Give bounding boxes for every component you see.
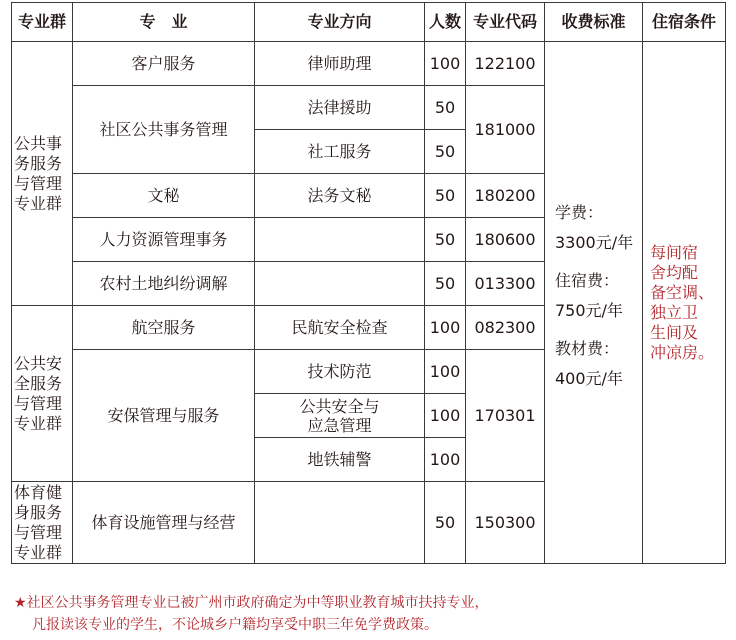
direction-cell: 地铁辅警 bbox=[255, 438, 425, 482]
code-cell: 180600 bbox=[466, 218, 545, 262]
direction-cell bbox=[255, 218, 425, 262]
code-cell: 170301 bbox=[466, 350, 545, 482]
direction-cell: 公共安全与 应急管理 bbox=[255, 394, 425, 438]
direction-cell: 技术防范 bbox=[255, 350, 425, 394]
code-cell: 013300 bbox=[466, 262, 545, 306]
star-icon: ★ bbox=[14, 595, 27, 611]
direction-cell: 法律援助 bbox=[255, 86, 425, 130]
header-direction: 专业方向 bbox=[255, 3, 425, 42]
code-cell: 082300 bbox=[466, 306, 545, 350]
count-cell: 100 bbox=[425, 438, 466, 482]
major-cell: 农村土地纠纷调解 bbox=[73, 262, 255, 306]
direction-cell: 社工服务 bbox=[255, 130, 425, 174]
major-cell: 社区公共事务管理 bbox=[73, 86, 255, 174]
tuition-label: 学费： bbox=[555, 202, 604, 222]
table-row bbox=[12, 42, 726, 86]
header-count: 人数 bbox=[425, 3, 466, 42]
code-cell: 122100 bbox=[466, 42, 545, 86]
direction-cell: 律师助理 bbox=[255, 42, 425, 86]
count-cell: 100 bbox=[425, 42, 466, 86]
major-cell: 客户服务 bbox=[73, 42, 255, 86]
major-cell: 航空服务 bbox=[73, 306, 255, 350]
enrollment-table bbox=[11, 2, 726, 564]
direction-cell bbox=[255, 482, 425, 564]
policy-note bbox=[14, 592, 489, 636]
book-fee-label: 教材费： bbox=[555, 338, 620, 358]
count-cell: 50 bbox=[425, 482, 466, 564]
tuition-value: 3300元/年 bbox=[555, 232, 634, 252]
code-cell: 180200 bbox=[466, 174, 545, 218]
dorm-conditions: 每间宿 舍均配 备空调、 独立卫 生间及 冲凉房。 bbox=[643, 42, 726, 564]
count-cell: 50 bbox=[425, 130, 466, 174]
header-row bbox=[12, 3, 726, 42]
code-cell: 150300 bbox=[466, 482, 545, 564]
dorm-fee-label: 住宿费： bbox=[555, 270, 620, 290]
note-line-2: 凡报读该专业的学生，不论城乡户籍均享受中职三年免学费政策。 bbox=[32, 617, 438, 633]
count-cell: 100 bbox=[425, 306, 466, 350]
count-cell: 100 bbox=[425, 350, 466, 394]
count-cell: 50 bbox=[425, 174, 466, 218]
book-fee-value: 400元/年 bbox=[555, 368, 623, 388]
major-cell: 体育设施管理与经营 bbox=[73, 482, 255, 564]
direction-cell: 民航安全检查 bbox=[255, 306, 425, 350]
header-code: 专业代码 bbox=[466, 3, 545, 42]
major-cell: 文秘 bbox=[73, 174, 255, 218]
group-public-safety: 公共安 全服务 与管理 专业群 bbox=[12, 306, 73, 482]
code-cell: 181000 bbox=[466, 86, 545, 174]
dorm-fee-value: 750元/年 bbox=[555, 300, 623, 320]
header-group: 专业群 bbox=[12, 3, 73, 42]
count-cell: 50 bbox=[425, 262, 466, 306]
count-cell: 50 bbox=[425, 218, 466, 262]
major-cell: 人力资源管理事务 bbox=[73, 218, 255, 262]
header-fees: 收费标准 bbox=[545, 3, 643, 42]
major-cell: 安保管理与服务 bbox=[73, 350, 255, 482]
count-cell: 50 bbox=[425, 86, 466, 130]
group-public-affairs: 公共事 务服务 与管理 专业群 bbox=[12, 42, 73, 306]
group-sports: 体育健 身服务 与管理 专业群 bbox=[12, 482, 73, 564]
count-cell: 100 bbox=[425, 394, 466, 438]
direction-cell bbox=[255, 262, 425, 306]
direction-cell: 法务文秘 bbox=[255, 174, 425, 218]
header-major: 专 业 bbox=[73, 3, 255, 42]
fee-standard bbox=[545, 42, 643, 564]
header-dorm: 住宿条件 bbox=[643, 3, 726, 42]
note-line-1: ★社区公共事务管理专业已被广州市政府确定为中等职业教育城市扶持专业， bbox=[14, 595, 489, 611]
